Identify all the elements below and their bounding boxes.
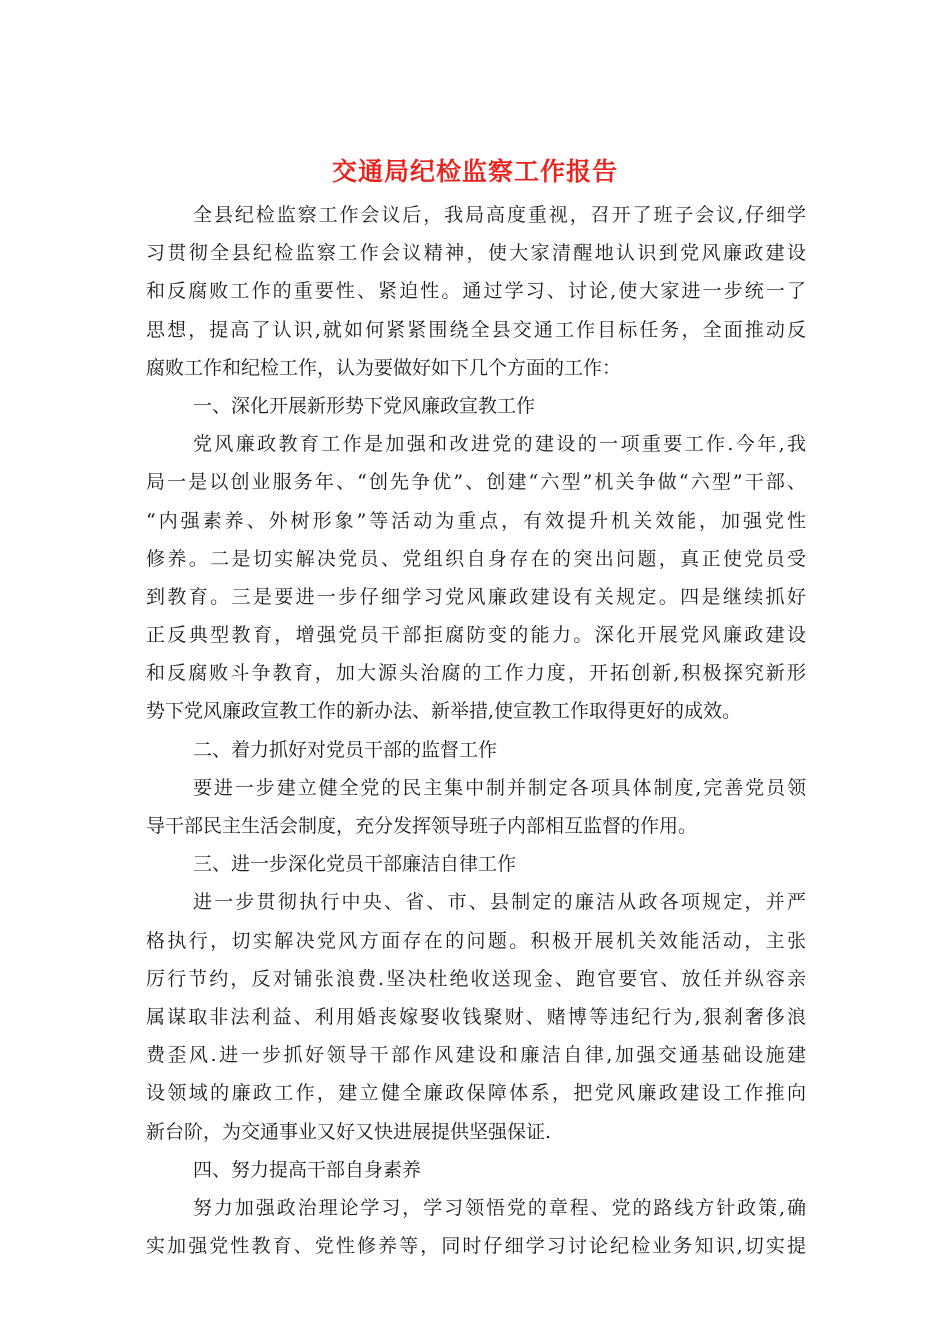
body-line: 全县纪检监察工作会议后，我局高度重视，召开了班子会议,仔细学 (193, 204, 806, 226)
body-line: 修养。二是切实解决党员、党组织自身存在的突出问题，真正使党员受 (146, 547, 806, 570)
body-line: 设领域的廉政工作，建立健全廉政保障体系，把党风廉政建设工作推向 (146, 1082, 806, 1105)
body-line: 导干部民主生活会制度，充分发挥领导班子内部相互监督的作用。 (146, 815, 698, 837)
body-line: 要进一步建立健全党的民主集中制并制定各项具体制度,完善党员领 (193, 776, 806, 799)
body-line: 党风廉政教育工作是加强和改进党的建设的一项重要工作.今年,我 (193, 433, 806, 456)
body-line: 新台阶，为交通事业又好又快进展提供坚强保证. (146, 1120, 552, 1143)
body-line: 局一是以创业服务年、“创先争优”、创建“六型”机关争做“六型”干部、 (146, 471, 806, 494)
body-line: 进一步贯彻执行中央、省、市、县制定的廉洁从政各项规定，并严 (193, 891, 806, 914)
body-line: 腐败工作和纪检工作，认为要做好如下几个方面的工作： (146, 356, 622, 379)
body-line: 实加强党性教育、党性修养等，同时仔细学习讨论纪检业务知识,切实提 (146, 1235, 806, 1258)
body-line: 努力加强政治理论学习，学习领悟党的章程、党的路线方针政策,确 (193, 1196, 806, 1219)
body-line: 势下党风廉政宣教工作的新办法、新举措,使宣教工作取得更好的成效。 (146, 700, 742, 723)
body-line: 到教育。三是要进一步仔细学习党风廉政建设有关规定。四是继续抓好 (146, 585, 806, 608)
document-body (146, 196, 806, 1265)
body-line: 厉行节约，反对铺张浪费.坚决杜绝收送现金、跑官要官、放任并纵容亲 (146, 967, 806, 990)
body-line: 和反腐败工作的重要性、紧迫性。通过学习、讨论,使大家进一步统一了 (146, 280, 806, 303)
body-line: 格执行，切实解决党风方面存在的问题。积极开展机关效能活动，主张 (146, 929, 806, 952)
body-line: 一、深化开展新形势下党风廉政宣教工作 (193, 394, 536, 417)
document-title: 交通局纪检监察工作报告 (331, 157, 618, 186)
body-line: 三、进一步深化党员干部廉洁自律工作 (193, 853, 517, 876)
body-line: 二、着力抓好对党员干部的监督工作 (193, 738, 498, 761)
body-line: “内强素养、外树形象”等活动为重点，有效提升机关效能，加强党性 (146, 509, 806, 532)
body-line: 四、努力提高干部自身素养 (193, 1158, 422, 1181)
body-line: 和反腐败斗争教育，加大源头治腐的工作力度，开拓创新,积极探究新形 (146, 662, 806, 685)
body-line: 费歪风.进一步抓好领导干部作风建设和廉洁自律,加强交通基础设施建 (146, 1044, 806, 1067)
body-line: 思想，提高了认识,就如何紧紧围绕全县交通工作目标任务，全面推动反 (146, 318, 806, 341)
body-line: 属谋取非法利益、利用婚丧嫁娶收钱聚财、赌博等违纪行为,狠刹奢侈浪 (146, 1005, 806, 1028)
body-line: 习贯彻全县纪检监察工作会议精神，使大家清醒地认识到党风廉政建设 (146, 242, 806, 265)
body-line: 正反典型教育，增强党员干部拒腐防变的能力。深化开展党风廉政建设 (146, 624, 806, 647)
